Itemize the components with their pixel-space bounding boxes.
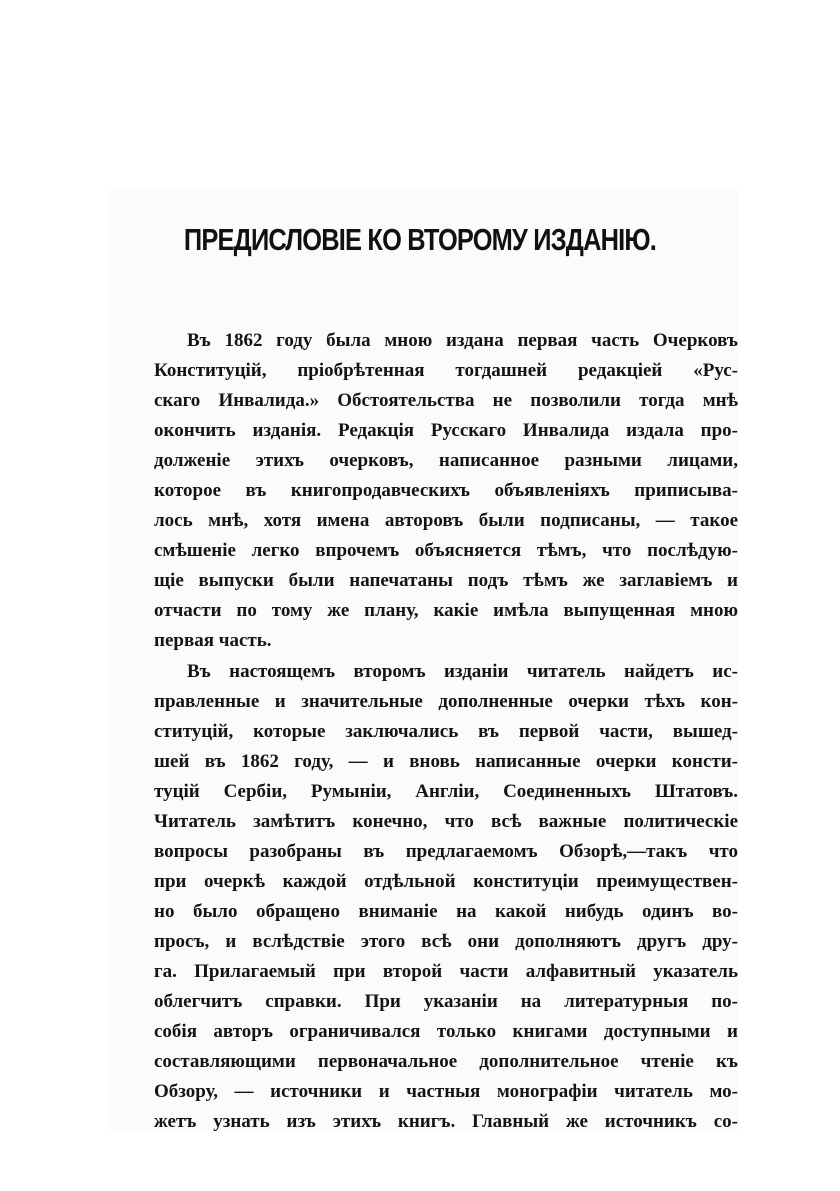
text-line-2: Конституцій, пріобрѣтенная тогдашней редакціей «Рус- bbox=[154, 360, 738, 382]
text-line-25: составляющими первоначальное дополнительное чтеніе къ bbox=[154, 1051, 738, 1073]
text-line-14: ституцій, которые заключались въ первой части, вышед- bbox=[154, 720, 738, 742]
text-line-10: отчасти по тому же плану, какіе имѣла выпущенная мною bbox=[154, 600, 738, 622]
text-line-13: правленные и значительные дополненные очерки тѣхъ кон- bbox=[154, 690, 738, 712]
text-line-27: жетъ узнать изъ этихъ книгъ. Главный же источникъ со- bbox=[154, 1111, 738, 1133]
text-line-11: первая часть. bbox=[154, 630, 272, 652]
text-line-18: вопросы разобраны въ предлагаемомъ Обзорѣ,—такъ что bbox=[154, 840, 738, 862]
body-text bbox=[154, 326, 738, 1137]
text-line-1: Въ 1862 году была мною издана первая часть Очерковъ bbox=[187, 330, 738, 351]
text-line-21: просъ, и вслѣдствіе этого всѣ они дополняютъ другъ дру- bbox=[154, 930, 738, 952]
text-line-16: туцій Сербіи, Румыніи, Англіи, Соединенныхъ Штатовъ. bbox=[154, 780, 738, 802]
text-line-6: которое въ книгопродавческихъ объявленіяхъ приписыва- bbox=[154, 480, 738, 502]
text-line-17: Читатель замѣтитъ конечно, что всѣ важные политическіе bbox=[154, 810, 738, 832]
text-line-23: облегчитъ справки. При указаніи на литературныя по- bbox=[154, 991, 738, 1013]
text-line-15: шей въ 1862 году, — и вновь написанные очерки консти- bbox=[154, 750, 738, 772]
text-line-8: смѣшеніе легко впрочемъ объясняется тѣмъ, что послѣдую- bbox=[154, 540, 738, 562]
text-line-22: га. Прилагаемый при второй части алфавитный указатель bbox=[154, 960, 738, 982]
text-line-26: Обзору, — источники и частныя монографіи читатель мо- bbox=[154, 1081, 738, 1103]
text-line-12: Въ настоящемъ второмъ изданіи читатель найдетъ ис- bbox=[187, 660, 738, 682]
page-title: ПРЕДИСЛОВІЕ КО ВТОРОМУ ИЗДАНІЮ. bbox=[183, 222, 657, 257]
text-line-9: щіе выпуски были напечатаны подъ тѣмъ же заглавіемъ и bbox=[154, 570, 738, 592]
text-line-20: но было обращено вниманіе на какой нибудь одинъ во- bbox=[154, 900, 738, 922]
text-line-7: лось мнѣ, хотя имена авторовъ были подписаны, — такое bbox=[154, 510, 738, 532]
text-line-4: окончить изданія. Редакція Русскаго Инвалида издала про- bbox=[154, 420, 738, 442]
text-line-24: собія авторъ ограничивался только книгами доступными и bbox=[154, 1021, 738, 1043]
text-line-3: скаго Инвалида.» Обстоятельства не позволили тогда мнѣ bbox=[154, 390, 738, 412]
text-line-19: при очеркѣ каждой отдѣльной конституціи преимуществен- bbox=[154, 870, 738, 892]
text-line-5: долженіе этихъ очерковъ, написанное разными лицами, bbox=[154, 450, 738, 472]
